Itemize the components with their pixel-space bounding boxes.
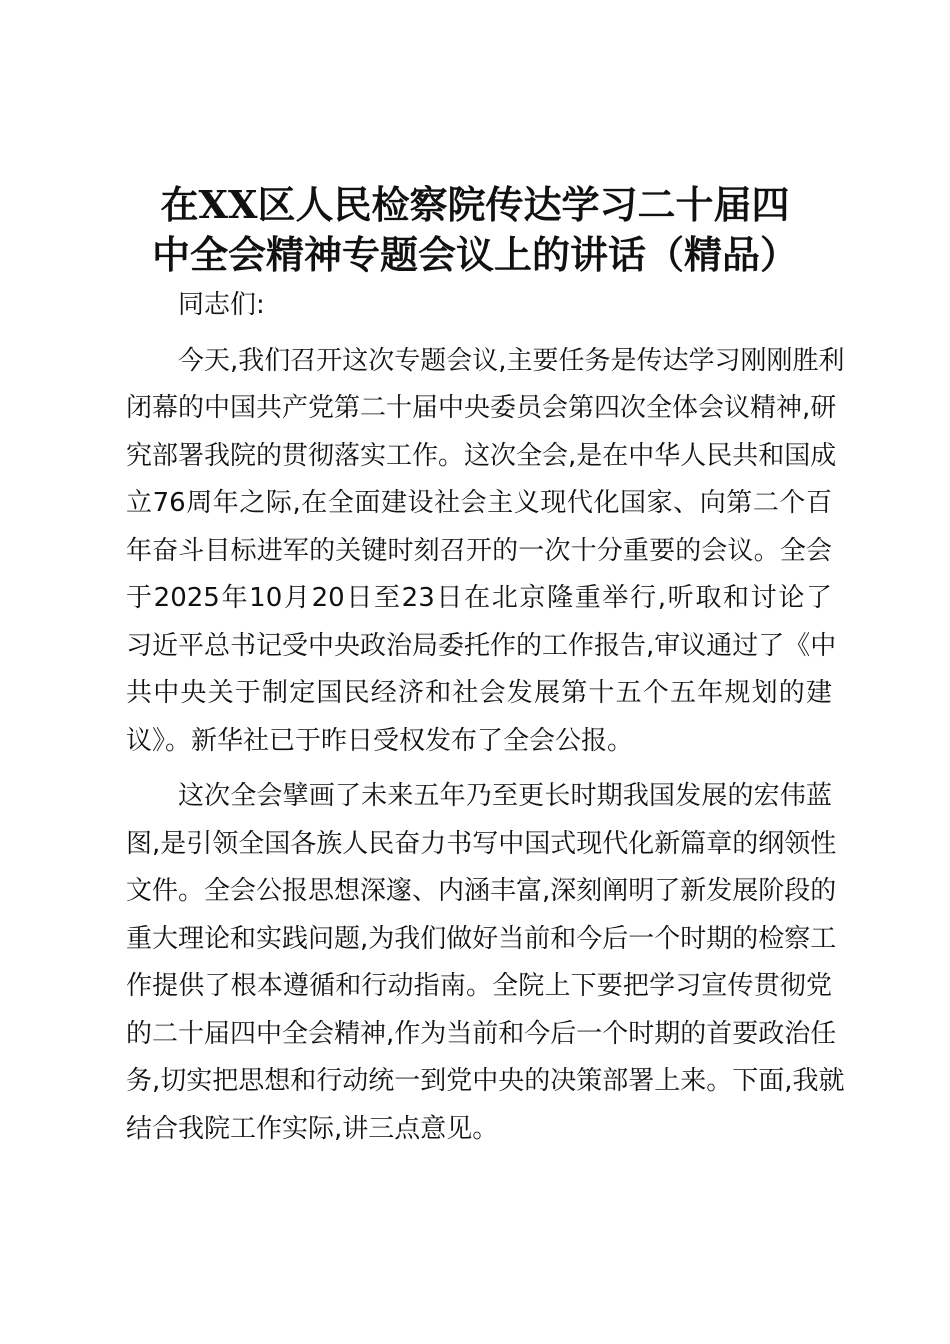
text-line: 作提供了根本遵循和行动指南。全院上下要把学习宣传贯彻党	[126, 971, 832, 1001]
text-line: 文件。全会公报思想深邃、内涵丰富,深刻阐明了新发展阶段的	[126, 876, 837, 906]
text-line: 今天,我们召开这次专题会议,主要任务是传达学习刚刚胜利	[178, 345, 845, 376]
body-paragraph-1	[126, 338, 845, 766]
text-line: 闭幕的中国共产党第二十届中央委员会第四次全体会议精神,研	[126, 393, 837, 423]
text-line: 究部署我院的贯彻落实工作。这次全会,是在中华人民共和国成	[126, 440, 837, 471]
text-line: 议》。新华社已于昨日受权发布了全会公报。	[126, 725, 634, 756]
text-line: 立76周年之际,在全面建设社会主义现代化国家、向第二个百	[126, 488, 832, 518]
text-line: 年奋斗目标进军的关键时刻召开的一次十分重要的会议。全会	[126, 535, 832, 566]
text-line: 习近平总书记受中央政治局委托作的工作报告,审议通过了《中	[126, 630, 837, 661]
text-line: 重大理论和实践问题,为我们做好当前和今后一个时期的检察工	[126, 923, 837, 954]
title-line-2: 中全会精神专题会议上的讲话（精品）	[151, 232, 798, 277]
document-body	[126, 282, 845, 1153]
document-title	[100, 180, 850, 280]
text-line: 这次全会擘画了未来五年乃至更长时期我国发展的宏伟蓝	[178, 781, 832, 811]
text-line: 共中央关于制定国民经济和社会发展第十五个五年规划的建	[126, 678, 832, 708]
text-line: 图,是引领全国各族人民奋力书写中国式现代化新篇章的纲领性	[126, 828, 837, 859]
text-line: 的二十届四中全会精神,作为当前和今后一个时期的首要政治任	[126, 1018, 837, 1049]
text-line: 结合我院工作实际,讲三点意见。	[126, 1113, 499, 1144]
salutation: 同志们:	[178, 290, 265, 320]
text-line: 于2025年10月20日至23日在北京隆重举行,听取和讨论了	[126, 583, 832, 613]
text-line: 务,切实把思想和行动统一到党中央的决策部署上来。下面,我就	[126, 1066, 845, 1096]
title-line-1: 在XX区人民检察院传达学习二十届四	[160, 182, 790, 227]
body-paragraph-2	[126, 773, 845, 1153]
